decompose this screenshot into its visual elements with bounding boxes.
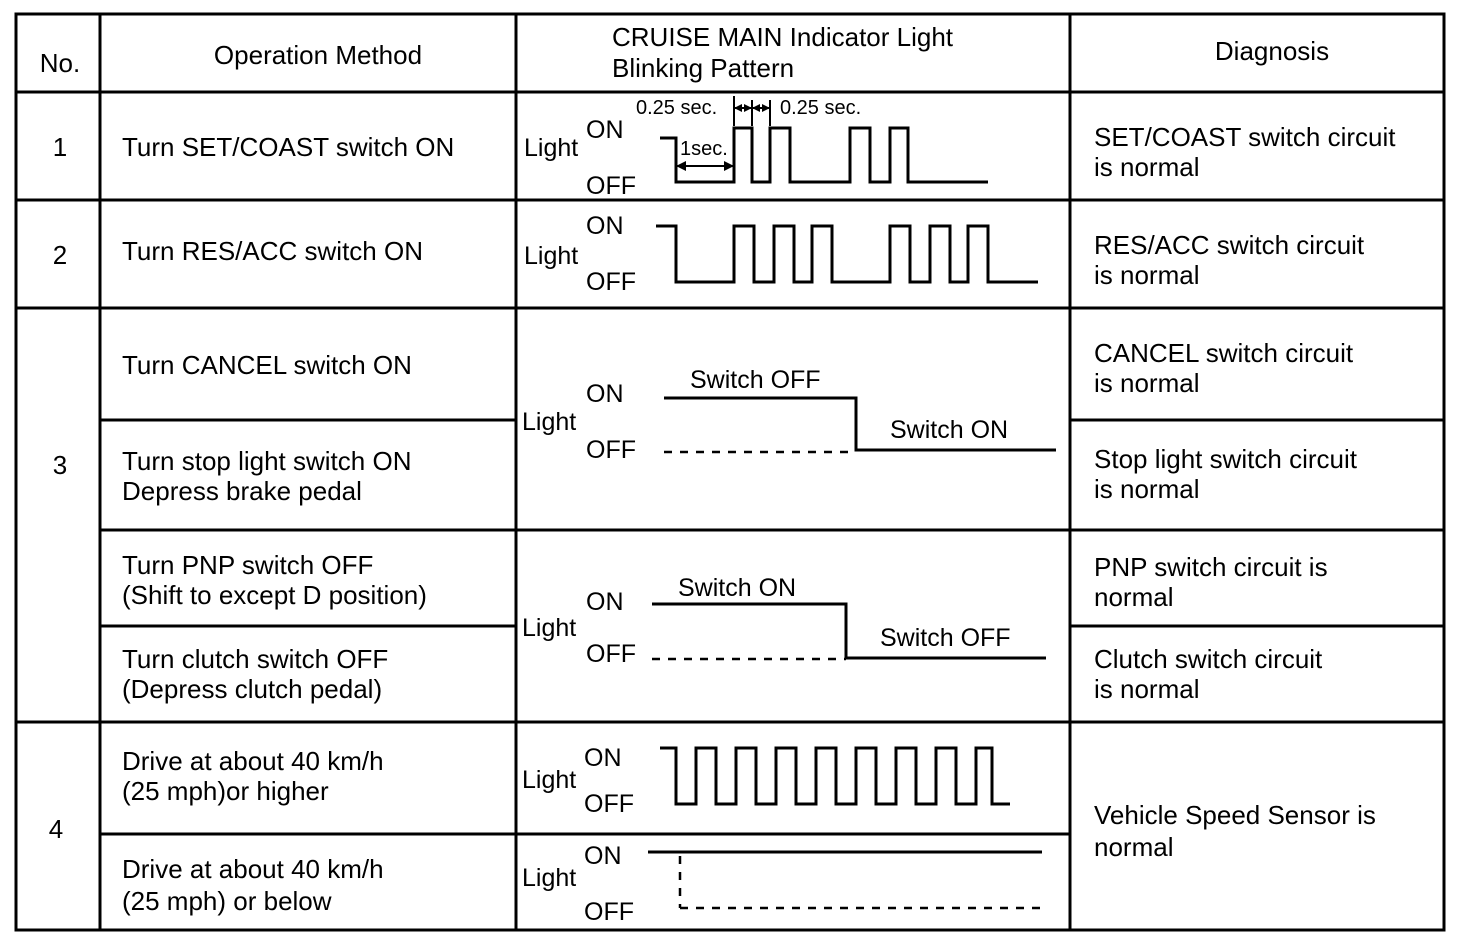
arrow-icon: [752, 104, 760, 112]
blink-pattern-4a: [522, 744, 1010, 818]
diagnosis-text: Stop light switch circuit: [1094, 444, 1357, 474]
operation-text: Drive at about 40 km/h: [122, 854, 384, 884]
operation-text: Turn RES/ACC switch ON: [122, 236, 423, 266]
operation-text: Turn CANCEL switch ON: [122, 350, 412, 380]
header-diagnosis: Diagnosis: [1214, 36, 1330, 66]
operation-text: (25 mph)or higher: [122, 776, 329, 806]
operation-text: Turn PNP switch OFF: [122, 550, 374, 580]
arrow-icon: [762, 104, 770, 112]
diagnosis-text: is normal: [1094, 368, 1200, 398]
header-no: No.: [39, 48, 81, 78]
on-label: ON: [586, 588, 624, 616]
header-operation: Operation Method: [213, 40, 423, 70]
diagnosis-text: is normal: [1094, 260, 1200, 290]
on-label: ON: [586, 212, 624, 240]
row-number: 1: [52, 132, 68, 162]
arrow-icon: [734, 104, 742, 112]
blink-waveform: [656, 226, 1038, 282]
off-label: OFF: [584, 898, 634, 926]
row-number: 2: [52, 240, 68, 270]
diagnosis-text: SET/COAST switch circuit: [1094, 122, 1396, 152]
blink-pattern-3b: [522, 574, 1046, 668]
off-label: OFF: [586, 172, 636, 200]
operation-text: (Depress clutch pedal): [122, 674, 383, 704]
light-label: Light: [522, 864, 577, 892]
blink-pattern-3a: [522, 366, 1056, 464]
blink-waveform: [660, 748, 1010, 804]
diagnosis-text: PNP switch circuit is: [1094, 552, 1328, 582]
row-number: 3: [52, 450, 68, 480]
blink-pattern-4b: [522, 842, 1042, 926]
switch-on-label: Switch ON: [890, 416, 1009, 444]
off-label: OFF: [586, 268, 636, 296]
header-pattern-line1: CRUISE MAIN Indicator Light: [612, 22, 954, 52]
timing-label: 0.25 sec.: [780, 97, 862, 119]
operation-text: Drive at about 40 km/h: [122, 746, 384, 776]
operation-text: (Shift to except D position): [122, 580, 427, 610]
switch-on-label: Switch ON: [678, 574, 797, 602]
operation-text: Turn stop light switch ON: [122, 446, 412, 476]
off-label: OFF: [586, 640, 636, 668]
table-header: [40, 22, 1329, 83]
off-label: OFF: [584, 790, 634, 818]
light-label: Light: [524, 242, 579, 270]
on-label: ON: [586, 116, 624, 144]
light-label: Light: [522, 408, 577, 436]
table-row: [53, 212, 1365, 296]
on-label: ON: [584, 744, 622, 772]
light-label: Light: [522, 766, 577, 794]
arrow-icon: [744, 104, 752, 112]
diagnosis-text: is normal: [1094, 152, 1200, 182]
switch-off-label: Switch OFF: [690, 366, 821, 394]
diagnosis-text: RES/ACC switch circuit: [1094, 230, 1365, 260]
diagnosis-text: Vehicle Speed Sensor is: [1094, 800, 1376, 830]
operation-text: Depress brake pedal: [122, 476, 362, 506]
blink-pattern-2: [524, 212, 1038, 296]
table-row: [53, 96, 1396, 200]
diagnosis-text: is normal: [1094, 474, 1200, 504]
diagnosis-text: normal: [1094, 582, 1174, 612]
off-label: OFF: [586, 436, 636, 464]
operation-text: Turn clutch switch OFF: [122, 644, 389, 674]
light-label: Light: [524, 134, 579, 162]
timing-label: 0.25 sec.: [636, 97, 718, 119]
switch-off-label: Switch OFF: [880, 624, 1011, 652]
timing-label: 1sec.: [680, 138, 728, 160]
on-label: ON: [584, 842, 622, 870]
diagnosis-text: is normal: [1094, 674, 1200, 704]
light-label: Light: [522, 614, 577, 642]
table-row: [53, 338, 1358, 704]
operation-text: Turn SET/COAST switch ON: [122, 132, 455, 162]
operation-text: (25 mph) or below: [122, 886, 332, 916]
diagnosis-text: CANCEL switch circuit: [1094, 338, 1354, 368]
row-number: 4: [48, 814, 64, 844]
header-pattern-line2: Blinking Pattern: [612, 53, 795, 83]
diagnosis-text: normal: [1094, 832, 1174, 862]
diagnosis-text: Clutch switch circuit: [1094, 644, 1323, 674]
on-label: ON: [586, 380, 624, 408]
blink-pattern-1: [524, 96, 988, 200]
